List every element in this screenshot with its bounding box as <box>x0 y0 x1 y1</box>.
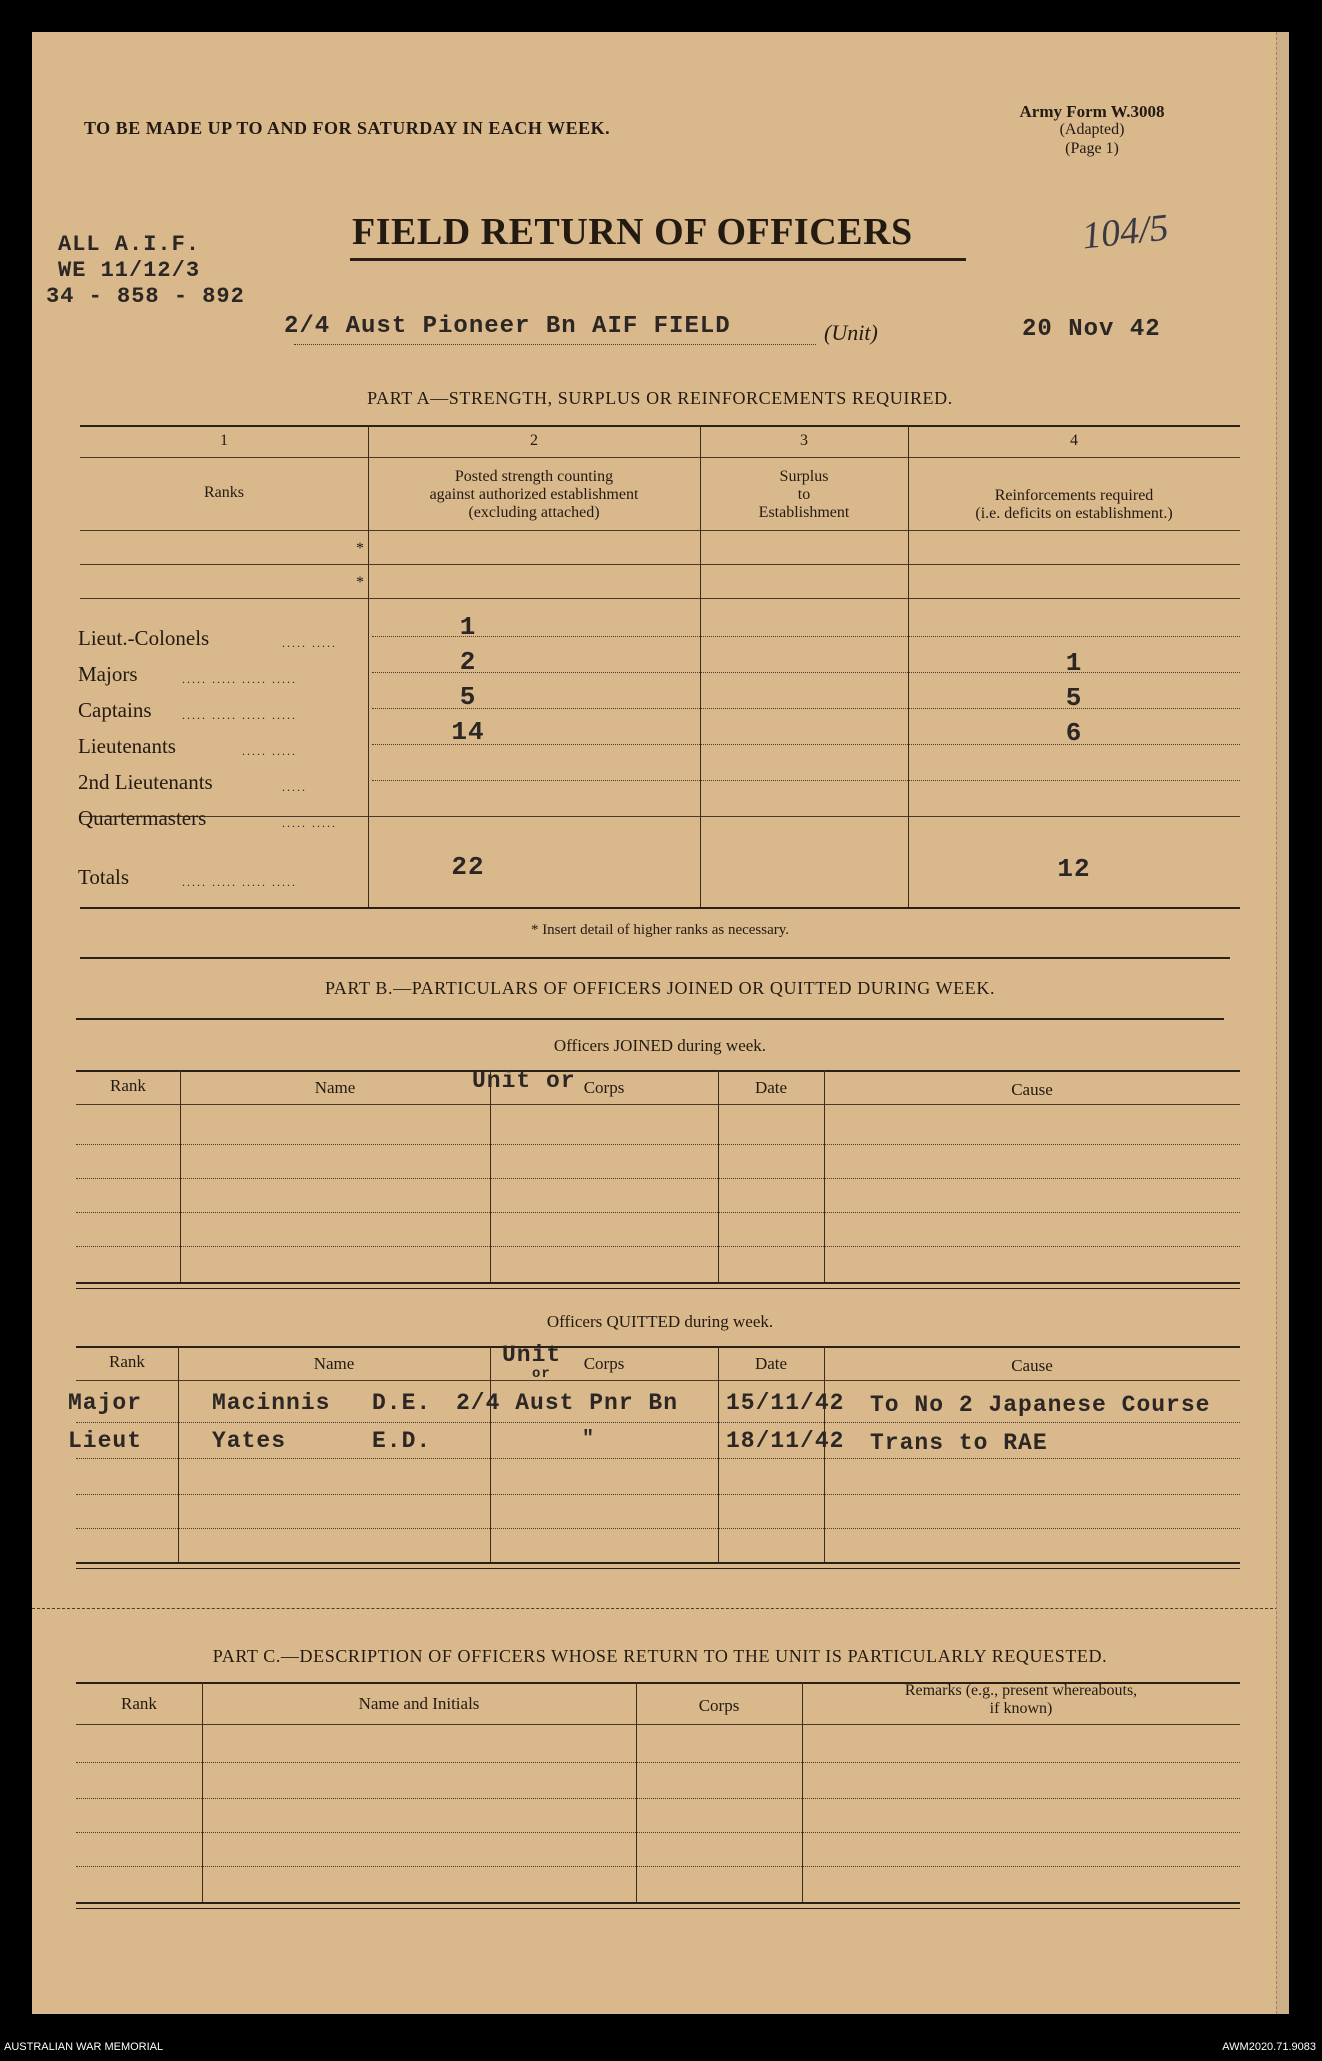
quitted-top-line <box>76 1346 1240 1348</box>
torn-edge <box>1276 32 1289 2014</box>
return-date: 20 Nov 42 <box>1022 316 1161 343</box>
asterisk-1: * <box>356 540 364 557</box>
part-c-header-line <box>76 1724 1240 1725</box>
quitted-unit-overlay: Unit <box>502 1342 562 1368</box>
quitted-row-initials: E.D. <box>372 1428 432 1454</box>
part-a-row-line-1 <box>80 564 1240 565</box>
quitted-row-line <box>76 1422 1240 1423</box>
leader-dots: ..... ..... ..... ..... <box>182 708 297 722</box>
part-a-top-line <box>80 425 1240 427</box>
leader-dots: ..... <box>282 780 307 794</box>
totals-label: Totals <box>78 865 130 889</box>
part-a-footnote-line <box>80 957 1230 959</box>
form-page <box>32 32 1288 2014</box>
handwritten-reference: 104/5 <box>1080 206 1171 258</box>
part-a-title: PART A—STRENGTH, SURPLUS OR REINFORCEMENTS REQUIRED. <box>367 388 953 408</box>
quitted-col-cause: Cause <box>1011 1356 1053 1375</box>
leader-dots: ..... ..... ..... ..... <box>182 875 297 889</box>
col-number-2: 2 <box>530 432 538 449</box>
form-page-number: (Page 1) <box>1065 140 1119 157</box>
reinf-value: 5 <box>1065 683 1083 713</box>
col-header-posted-line-1: Posted strength counting <box>454 468 614 485</box>
quitted-col-divider <box>824 1346 825 1562</box>
part-c-col-remarks <box>802 1682 1240 1718</box>
col-header-reinf-line-2: (i.e. deficits on establishment.) <box>975 505 1173 522</box>
part-c-double-line <box>76 1908 1240 1909</box>
quitted-row-initials: D.E. <box>372 1390 432 1416</box>
col-header-posted-line-2: against authorized establishment <box>429 486 639 503</box>
leader-dots: ..... ..... <box>282 816 337 830</box>
joined-row-line <box>76 1212 1240 1213</box>
part-c-remarks-line-1: Remarks (e.g., present whereabouts, <box>904 1682 1138 1699</box>
joined-col-name: Name <box>314 1078 356 1097</box>
perforation-line <box>32 1608 1288 1609</box>
part-a-totals-line <box>80 816 1240 817</box>
quitted-col-name: Name <box>313 1354 355 1373</box>
posted-value: 2 <box>459 647 477 677</box>
leader-dots: ..... ..... <box>242 744 297 758</box>
part-c-row-line <box>76 1866 1240 1867</box>
part-c-remarks-line-2: if known) <box>989 1700 1053 1717</box>
asterisk-2: * <box>356 574 364 591</box>
col-number-3: 3 <box>800 432 808 449</box>
col-header-surplus-line-3: Establishment <box>758 504 850 521</box>
quitted-row-line <box>76 1528 1240 1529</box>
col-header-surplus <box>700 468 908 522</box>
part-c-col-rank: Rank <box>121 1694 157 1713</box>
part-c-row-line <box>76 1832 1240 1833</box>
part-c-col-name: Name and Initials <box>358 1694 480 1713</box>
joined-col-divider <box>180 1070 181 1282</box>
footer-accession: AWM2020.71.9083 <box>1222 2041 1316 2053</box>
joined-col-divider <box>490 1070 491 1282</box>
unit-value: 2/4 Aust Pioneer Bn AIF FIELD <box>284 313 731 340</box>
leader-dots: ..... ..... <box>282 636 337 650</box>
totals-posted: 22 <box>451 852 485 882</box>
joined-unit-or-overlay: Unit or <box>472 1068 576 1094</box>
quitted-row-rank: Lieut <box>68 1428 143 1454</box>
col-header-posted-line-3: (excluding attached) <box>468 504 600 521</box>
quitted-col-divider <box>718 1346 719 1562</box>
quitted-title: Officers QUITTED during week. <box>546 1312 774 1331</box>
col-header-reinforcements <box>908 487 1240 523</box>
col-number-1: 1 <box>220 432 228 449</box>
col-header-surplus-line-1: Surplus <box>779 468 829 485</box>
form-adapted: (Adapted) <box>1059 121 1125 138</box>
reinf-value: 1 <box>1065 648 1083 678</box>
footer-source: AUSTRALIAN WAR MEMORIAL <box>4 2041 164 2053</box>
part-c-row-line <box>76 1762 1240 1763</box>
quitted-row-unit: " <box>582 1428 596 1451</box>
joined-col-date: Date <box>754 1078 788 1097</box>
col-header-posted <box>368 468 700 522</box>
rank-label: 2nd Lieutenants <box>78 770 213 794</box>
quitted-col-rank: Rank <box>109 1352 145 1371</box>
stamp-line-3: 34 - 858 - 892 <box>46 284 245 309</box>
quitted-col-date: Date <box>754 1354 788 1373</box>
col-header-ranks: Ranks <box>204 484 244 501</box>
posted-value: 5 <box>459 682 477 712</box>
quitted-double-line <box>76 1568 1240 1569</box>
part-b-title-line <box>76 1018 1224 1020</box>
joined-title: Officers JOINED during week. <box>553 1036 767 1055</box>
rank-label: Captains <box>78 698 152 722</box>
quitted-col-divider <box>178 1346 179 1562</box>
part-c-col-divider <box>202 1682 203 1902</box>
quitted-header-line <box>76 1380 1240 1381</box>
joined-top-line <box>76 1070 1240 1072</box>
part-a-dotted-5 <box>372 780 1240 781</box>
unit-label: (Unit) <box>824 320 878 345</box>
quitted-row-line <box>76 1458 1240 1459</box>
joined-col-divider <box>824 1070 825 1282</box>
quitted-row-unit: 2/4 Aust Pnr Bn <box>456 1390 679 1416</box>
posted-value: 1 <box>459 612 477 642</box>
part-a-footnote: * Insert detail of higher ranks as necessary. <box>530 922 790 938</box>
rank-label: Lieut.-Colonels <box>78 626 210 650</box>
posted-value: 14 <box>451 717 485 747</box>
joined-row-line <box>76 1246 1240 1247</box>
quitted-row-surname: Macinnis <box>212 1390 331 1416</box>
joined-col-corps: Corps <box>583 1078 625 1097</box>
rank-label: Quartermasters <box>78 806 207 830</box>
part-b-title: PART B.—PARTICULARS OF OFFICERS JOINED OR QUITTED DURING WEEK. <box>324 978 996 998</box>
quitted-row-date: 18/11/42 <box>726 1428 845 1454</box>
unit-line <box>294 344 816 345</box>
rank-label: Lieutenants <box>78 734 176 758</box>
col-number-4: 4 <box>1070 432 1078 449</box>
title-underline <box>350 258 966 261</box>
stamp-line-1: ALL A.I.F. <box>58 232 201 257</box>
part-c-bottom-line <box>76 1902 1240 1904</box>
quitted-or-overlay: or <box>532 1366 551 1382</box>
col-header-reinf-line-1: Reinforcements required <box>994 487 1154 504</box>
quitted-row-cause: To No 2 Japanese Course <box>870 1392 1211 1418</box>
joined-col-cause: Cause <box>1011 1080 1053 1099</box>
part-a-bottom-line <box>80 907 1240 909</box>
joined-col-divider <box>718 1070 719 1282</box>
reinf-value: 6 <box>1065 718 1083 748</box>
part-a-number-line <box>80 457 1240 458</box>
part-a-row-line-2 <box>80 598 1240 599</box>
quitted-col-corps: Corps <box>583 1354 625 1373</box>
quitted-row-line <box>76 1494 1240 1495</box>
part-c-col-corps: Corps <box>698 1696 740 1715</box>
part-c-title: PART C.—DESCRIPTION OF OFFICERS WHOSE RETURN TO THE UNIT IS PARTICULARLY REQUESTED. <box>212 1646 1108 1666</box>
quitted-row-cause: Trans to RAE <box>870 1430 1048 1456</box>
joined-bottom-line <box>76 1282 1240 1284</box>
joined-row-line <box>76 1178 1240 1179</box>
part-c-row-line <box>76 1798 1240 1799</box>
aif-stamp <box>46 232 245 310</box>
quitted-bottom-line <box>76 1562 1240 1564</box>
joined-double-line <box>76 1288 1240 1289</box>
quitted-row-surname: Yates <box>212 1428 287 1454</box>
page-title: FIELD RETURN OF OFFICERS <box>352 211 913 253</box>
col-header-surplus-line-2: to <box>797 486 811 503</box>
quitted-col-divider <box>490 1346 491 1562</box>
joined-row-line <box>76 1144 1240 1145</box>
joined-col-rank: Rank <box>110 1076 146 1095</box>
quitted-row-date: 15/11/42 <box>726 1390 845 1416</box>
leader-dots: ..... ..... ..... ..... <box>182 672 297 686</box>
rank-label: Majors <box>78 662 138 686</box>
quitted-row-rank: Major <box>68 1390 143 1416</box>
totals-reinforcements: 12 <box>1057 854 1091 884</box>
instruction-text: TO BE MADE UP TO AND FOR SATURDAY IN EACH WEEK. <box>84 118 611 138</box>
part-a-header-line <box>80 530 1240 531</box>
stamp-line-2: WE 11/12/3 <box>58 258 201 283</box>
form-number: Army Form W.3008 <box>1019 102 1165 121</box>
joined-header-line <box>76 1104 1240 1105</box>
